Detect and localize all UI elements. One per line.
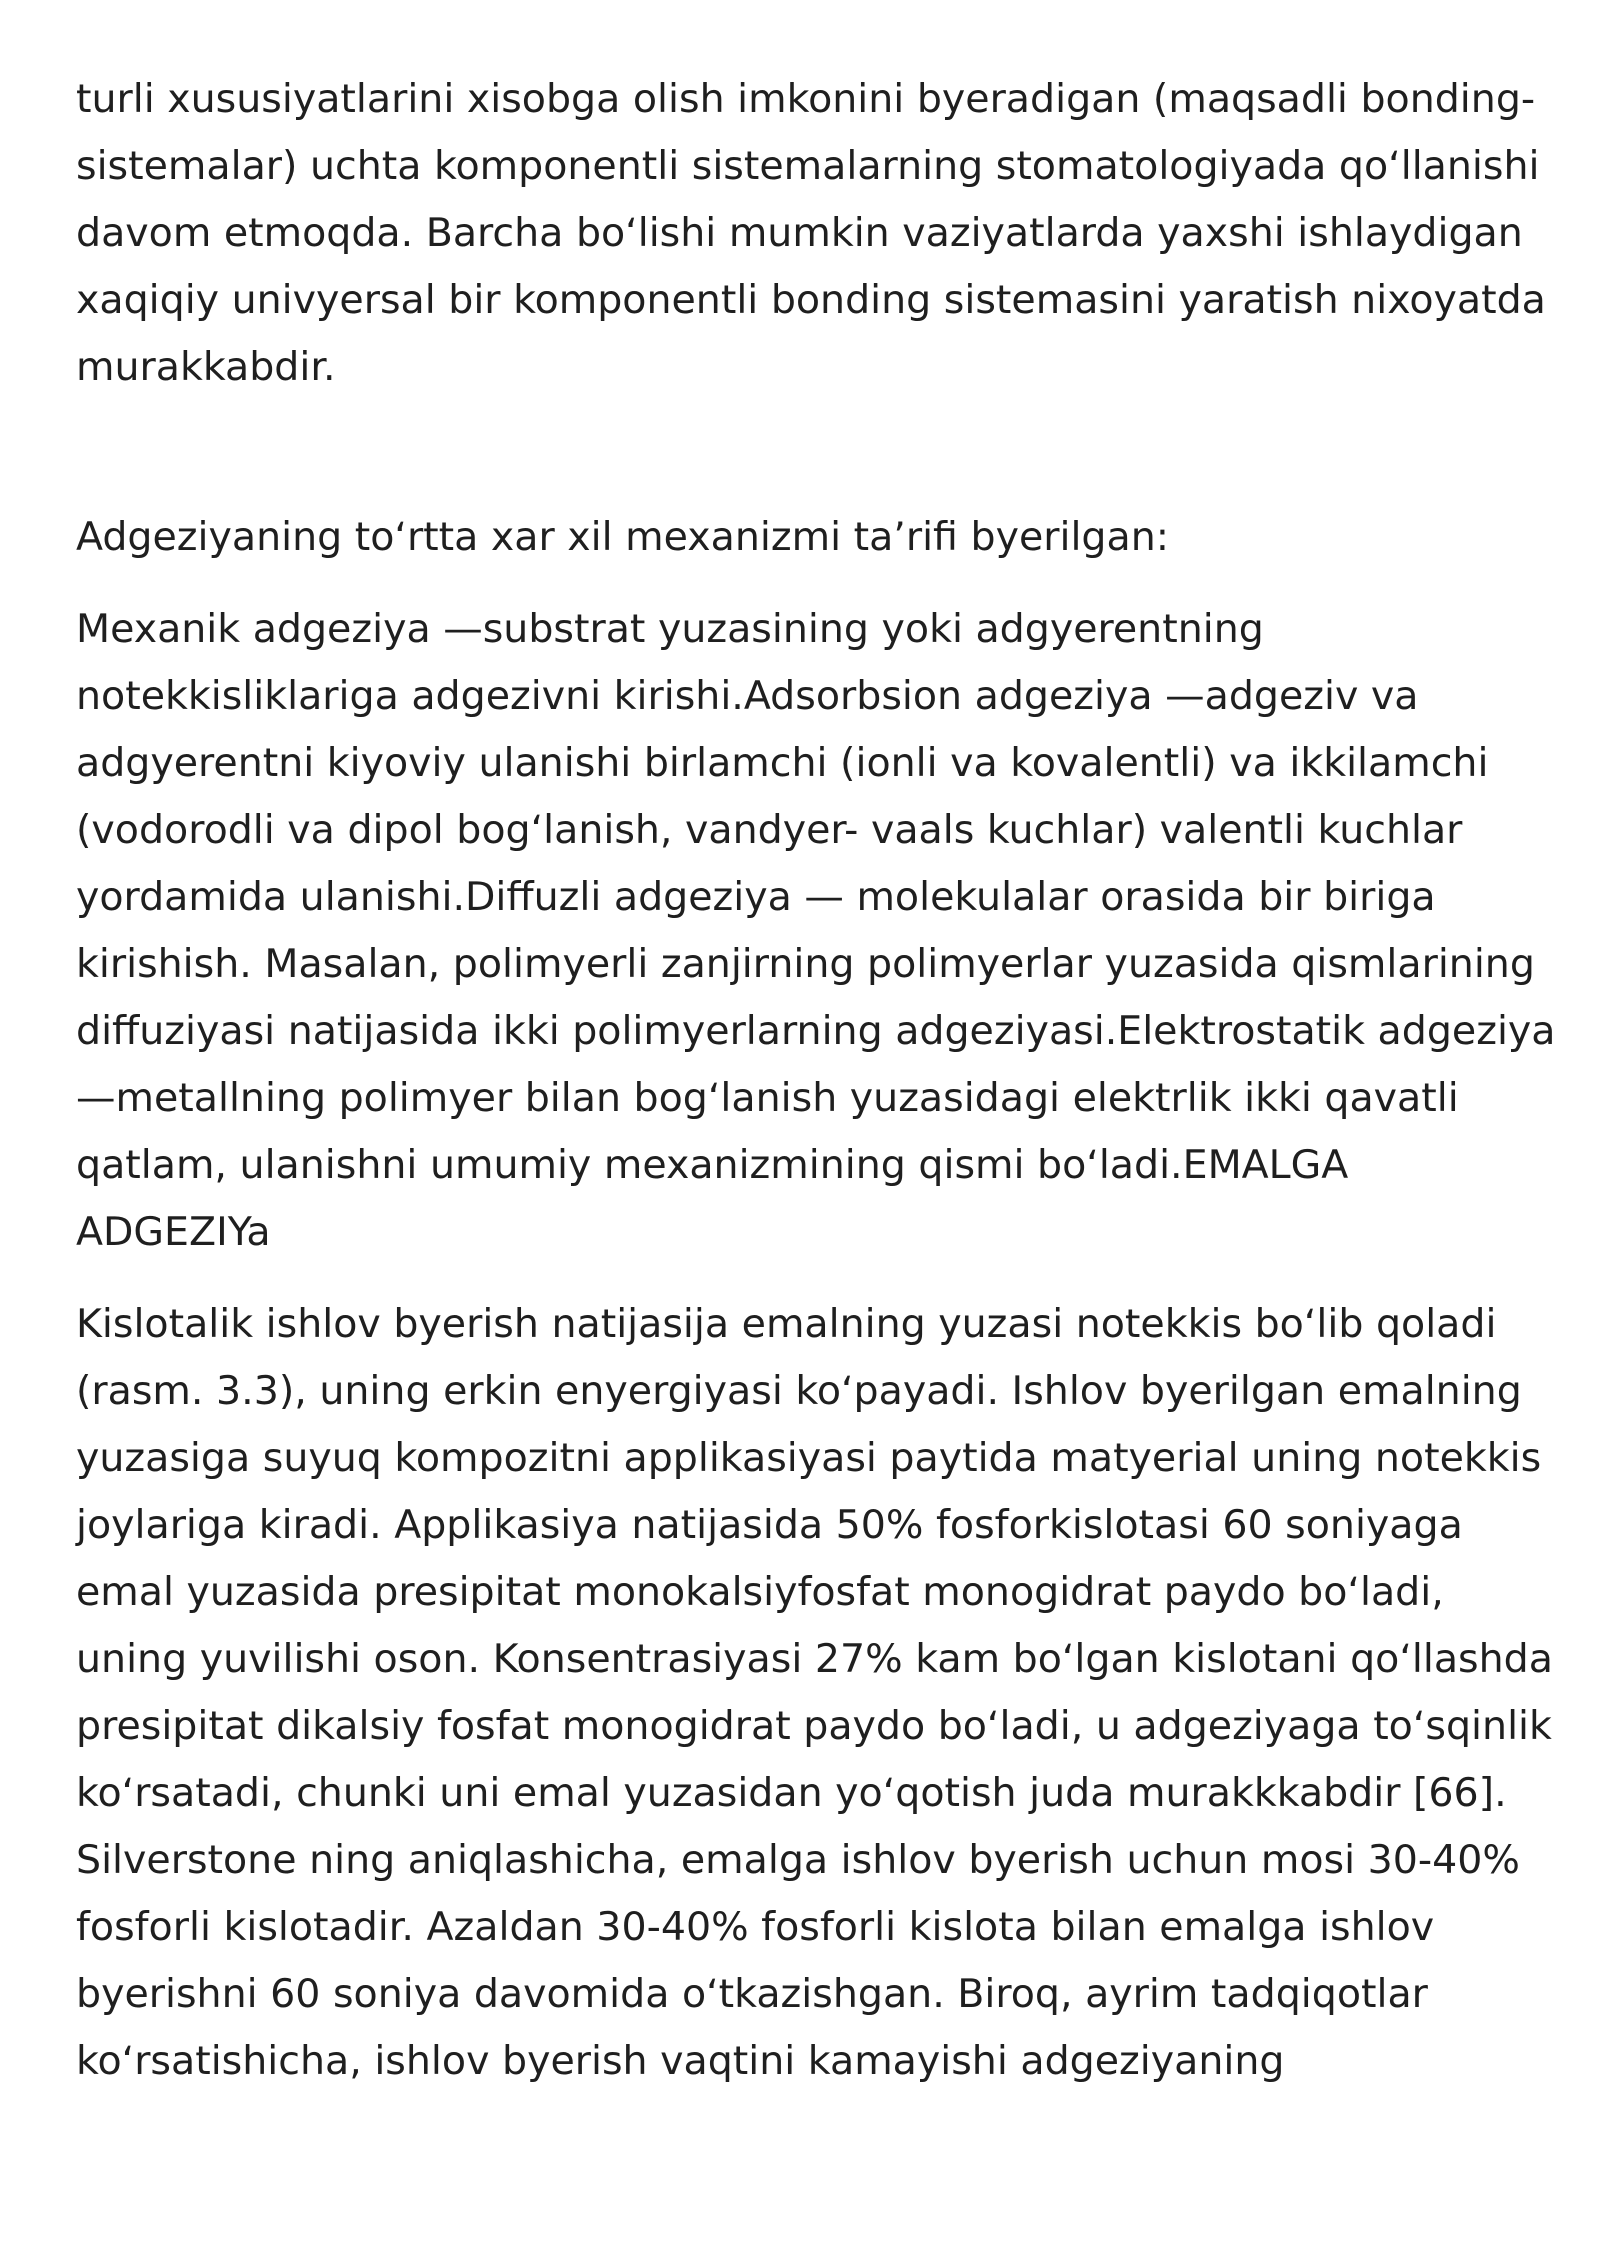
paragraph-adhesion-intro <box>76 504 1546 571</box>
paragraph-spacer <box>76 401 1546 504</box>
text-line: (vodorodli va dipol bog‘lanish, vandyer- vaals kuchlar) valentli kuchlar <box>76 807 1463 853</box>
text-line: turli xususiyatlarini xisobga olish imkonini byeradigan (maqsadli bonding- <box>76 76 1536 122</box>
text-line: adgyerentni kiyoviy ulanishi birlamchi (ionli va kovalentli) va ikkilamchi <box>76 740 1489 786</box>
document-page <box>76 66 1556 2095</box>
text-line: Silverstone ning aniqlashicha, emalga ishlov byerish uchun mosi 30-40% <box>76 1837 1520 1883</box>
text-line: ko‘rsatishicha, ishlov byerish vaqtini kamayishi adgeziyaning <box>76 2038 1285 2084</box>
paragraph-spacer <box>76 571 1546 596</box>
text-line: notekkisliklariga adgezivni kirishi.Adsorbsion adgeziya —adgeziv va <box>76 673 1419 719</box>
text-line: (rasm. 3.3), uning erkin enyergiyasi ko‘payadi. Ishlov byerilgan emalning <box>76 1368 1522 1414</box>
paragraph-bonding-systems <box>76 66 1546 401</box>
text-line: presipitat dikalsiy fosfat monogidrat paydo bo‘ladi, u adgeziyaga to‘sqinlik <box>76 1703 1552 1749</box>
text-line: fosforli kislotadir. Azaldan 30-40% fosforli kislota bilan emalga ishlov <box>76 1904 1435 1950</box>
text-line: byerishni 60 soniya davomida o‘tkazishgan. Biroq, ayrim tadqiqotlar <box>76 1971 1428 2017</box>
text-line: yordamida ulanishi.Diffuzli adgeziya — molekulalar orasida bir biriga <box>76 874 1436 920</box>
text-line: emal yuzasida presipitat monokalsiyfosfat monogidrat paydo bo‘ladi, <box>76 1569 1444 1615</box>
text-line: sistemalar) uchta komponentli sistemalarning stomatologiyada qo‘llanishi <box>76 143 1540 189</box>
text-line: davom etmoqda. Barcha bo‘lishi mumkin vaziyatlarda yaxshi ishlaydigan <box>76 210 1523 256</box>
paragraph-spacer <box>76 1266 1546 1291</box>
text-line: Kislotalik ishlov byerish natijasija emalning yuzasi notekkis bo‘lib qoladi <box>76 1301 1497 1347</box>
text-line: yuzasiga suyuq kompozitni applikasiyasi paytida matyerial uning notekkis <box>76 1435 1542 1481</box>
paragraph-adhesion-mechanisms <box>76 596 1556 1266</box>
text-line: kirishish. Masalan, polimyerli zanjirning polimyerlar yuzasida qismlarining <box>76 941 1535 987</box>
text-line: murakkabdir. <box>76 344 336 390</box>
text-line: uning yuvilishi oson. Konsentrasiyasi 27% kam bo‘lgan kislotani qo‘llashda <box>76 1636 1553 1682</box>
text-line: qatlam, ulanishni umumiy mexanizmining qismi bo‘ladi.EMALGA <box>76 1142 1349 1188</box>
text-line: xaqiqiy univyersal bir komponentli bonding sistemasini yaratish nixoyatda <box>76 277 1546 323</box>
paragraph-acid-etching <box>76 1291 1553 2095</box>
text-line: joylariga kiradi. Applikasiya natijasida 50% fosforkislotasi 60 soniyaga <box>76 1502 1463 1548</box>
text-line: —metallning polimyer bilan bog‘lanish yuzasidagi elektrlik ikki qavatli <box>76 1075 1459 1121</box>
text-line: diffuziyasi natijasida ikki polimyerlarning adgeziyasi.Elektrostatik adgeziya <box>76 1008 1556 1054</box>
text-line: ADGEZIYa <box>76 1209 271 1255</box>
text-line: ko‘rsatadi, chunki uni emal yuzasidan yo‘qotish juda murakkkabdir [66]. <box>76 1770 1507 1816</box>
text-line: Mexanik adgeziya —substrat yuzasining yoki adgyerentning <box>76 606 1264 652</box>
text-line: Adgeziyaning to‘rtta xar xil mexanizmi ta’rifi byerilgan: <box>76 514 1170 560</box>
